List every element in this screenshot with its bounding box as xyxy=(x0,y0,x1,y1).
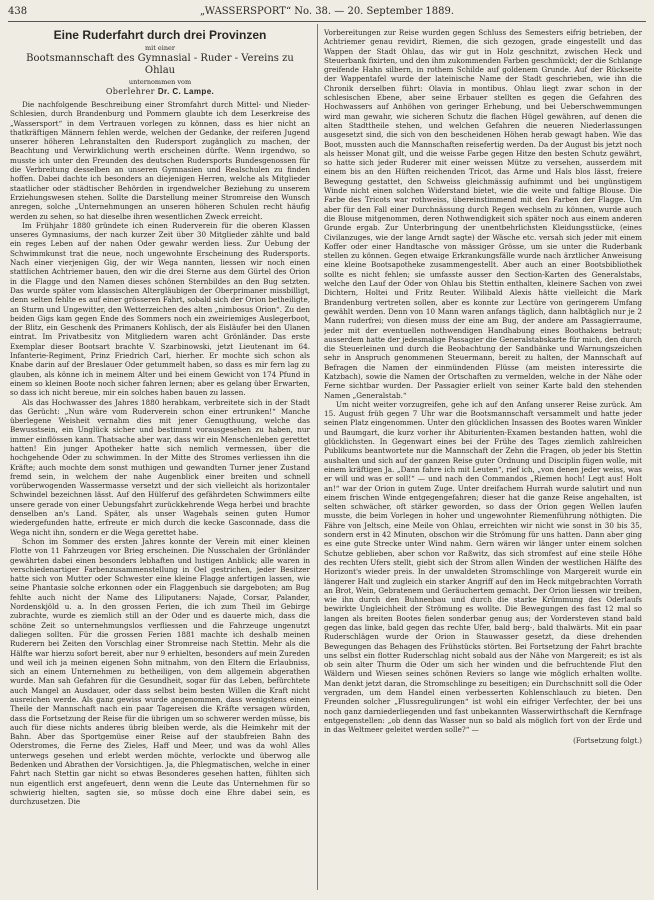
article-title: Eine Ruderfahrt durch drei Provinzen xyxy=(53,28,267,42)
column-right xyxy=(324,28,642,890)
author-name: Dr. C. Lampe. xyxy=(157,87,215,96)
mit-einer-line: mit einer xyxy=(145,44,175,52)
page-number: 438 xyxy=(8,6,28,17)
continuation-note: (Fortsetzung folgt.) xyxy=(573,736,642,745)
paragraph: Die nachfolgende Beschreibung einer Stromfahrt durch Mittel- und Nieder-Schlesien, durch Brandenburg und Pommern glaubte ich dem Leserkreise des „Wassersport“ in dem Vertrauen vorlegen zu können, dass es hier nicht an thatkräftigen Männern fehlen werde, welchen der Gedanke, der reiferen Jugend unserer höheren Lehranstalten den Rudersport zugänglich zu machen, der Beachtung und Verwirklichung werth erscheinen dürfte. Wenn irgendwo, so musste ich unter den Freunden des deutschen Rudersports Bundesgenossen für die Verbreitung desselben an unseren Gymnasien und Realschulen zu finden hoffen. Dabei dachte ich besonders an diejenigen Herren, welche als Mitglieder staatlicher oder städtischer Behörden in irgendwelcher Beziehung zu unserem Erziehungswesen stehen. Sollte die Darstellung meiner Stromreise den Wunsch anregen, solche „Unternehmungen an unseren höheren Schulen recht häufig werden zu sehen, so hat dieselbe ihren wesentlichen Zweck erreicht. xyxy=(10,100,310,221)
author-prefix: Oberlehrer xyxy=(105,87,155,96)
page-header xyxy=(8,6,646,20)
unternommen-line: unternommen vom xyxy=(128,78,192,86)
paragraph: Im Frühjahr 1880 gründete ich einen Ruderverein für die oberen Klassen unseres Gymnasiums, der nach kurzer Zeit über 30 Mitglieder zählte und bald ein reges Leben auf der nahen Oder gewahr werden liess. Zur Uebung der Schwimmkunst trat die neue, noch ungewohnte Erscheinung des Rudersports. Nach einer vierjenigen Gig, der wir Wega nannten, liessen wir noch einen stattlichen Achtriemer bauen, den wir die drei Sterne aus dem Gürtel des Orion in die Flagge und den Namen dieses schönen Sternbildes an den Bug setzten. Das wurde später vom klassischen Altergläubigen der Oberprimaner missbilligt, denn selten fehlte es auf einer grösseren Fahrt, sobald sich der Orion betheiligte, an Sturm und Ungewitter, den Wetterzeichen des alten „nimbosus Orion“. Zu den beiden Gigs kam gegen Ende des Sommers noch ein zweiriemiges Auslegerboot, der Blitz, ein Geschenk des Primaners Kohlisch, der als Eisläufer bei den Ulanen eintrat. Im Privatbesitz von Mitgliedern waren acht Grönländer. Das erste Exemplar dieser Bootsart brachte V. Szarbinowski, jetzt Lieutenant im 64. Infanterie-Regiment, Prinz Friedrich Carl, hierher. Er mochte sich schon als Knabe darin auf der Breslauer Oder getummelt haben, so dass es mir fern lag zu glauben, als könne ich in meinem Alter und bei einem Gewicht von 174 Pfund in einem so kleinen Boote noch sicher fahren lernen; aber es gelang über Erwarten, so dass ich nicht bereue, mir ein solches haben bauen zu lassen. xyxy=(10,220,310,398)
article-subtitle: Bootsmannschaft des Gymnasial - Ruder - Vereins zu Ohlau xyxy=(26,53,294,76)
running-title: „WASSERSPORT“ No. 38. — 20. September 1889. xyxy=(199,6,455,17)
column-divider xyxy=(317,24,318,890)
column-left xyxy=(10,28,310,890)
header-rule xyxy=(8,21,646,22)
paragraph: Als das Hochwasser des Jahres 1880 herabkam, verbreitete sich in der Stadt das Gerücht: „Nun wäre vom Ruderverein schon einer ertrunken!“ Manche überlegene Weisheit vernahm dies mit jener Genugthuung, welche das Bewusstsein, ein Unglück sicher und bestimmt vorausgesehen zu haben, nur immer einflössen kann. Thatsache aber war, dass wir ein Menschenleben gerettet hatten! Ein junger Apotheker hatte sich nemlich vermessen, über die hochgehende Oder zu schwimmen. In der Mitte des Stromes verliessen ihn die Kräfte; auch mochte dem sonst muthigen und gewandten Turner jener Zustand fremd sein, in welchem der nahe Augenblick einer breiten und schnell vorüberwogenden Wassermasse versetzt und der sich vielleicht als horizontaler Schwindel bezeichnen lässt. Auf den Hülferuf des gefährdeten Schwimmers eilte unsere gerade von einer Uebungsfahrt zurückkehrende Wega herbei und brachte denselben an's Land. Später, als unser Wagehals seinen guten Humor wiedergefunden hatte, erfreute er mich durch die kecke Gasconnade, dass die Wega nicht ihn, sondern er die Wega gerettet habe. xyxy=(10,397,310,537)
author-line xyxy=(10,86,310,97)
paragraph: Vorbereitungen zur Reise wurden gegen Schluss des Semesters eifrig betrieben, der Achtriemer genau revidirt, Riemen, die sich gezogen, grade eingestellt und das Wappen der Stadt Ohlau, das wir gut in Holz geschnitzt, zwischen Heck und Steuerbank fixirten, und den ihm zukommenden Farben geschmückt; der die Schlange greifende Hahn silbern, in rothem Schilde auf goldenem Grunde. Auf der Rückseite der Wappentafel wurde der lateinische Name der Stadt geschrieben, wie ihn die Chronik derselben führt: Olavia in montibus. Ohlau liegt zwar schon in der schlesischen Ebene, aber seine Erbauer stellten es gegen die Gefahren des Hochwassers auf Anhöhen von geringer Erhebung, und bei Ueberschwemmungen wird man gewahr, wie sicheren Schutz die flachen Hügel gewähren, auf denen die alten Stadttheile stehen, und welchen Gefahren die neueren Niederlassungen ausgesetzt sind, die sich von den bescheidenen Höhen herab gewagt haben. Wie das Boot, mussten auch die Mannschaften reisefertig werden. Da der August bis jetzt noch als heisser Monat gilt, und die weisse Farbe gegen Hitze den besten Schutz gewährt, so hatte sich jeder Ruderer mit einer weissen Mütze zu versehen, ausserdem mit einem bis an den Hüften reichenden Tricot, das Arme und Hals blos lässt, freiere Bewegung gestattet, den Schweiss gleichmässig aufnimmt und bei ungünstigem Winde nicht einen solchen Widerstand bietet, wie die weite und faltige Blouse. Die Farbe des Tricots war rothweiss, übereinstimmend mit den Farben der Flagge. Um aber für den Fall einer Durchnässung durch Regen wechseln zu können, wurde auch die Blouse mitgenommen, deren Nothwendigkeit sich später noch aus einem anderen Grunde ergab. Zur Unterbringung der unentbehrlichsten Kleidungsstücke, (eines Civilanzuges, wie der lange Arndt sagte) der Wäsche etc. versah sich jeder mit einem Koffer oder einer Handtasche von mässiger Grösse, um sie unter die Ruderbank stellen zu können. Gegen etwaige Erkrankungsfälle wurde nach ärztlicher Anweisung eine kleine Bootsapotheke zusammengestellt. Aber auch an einer Bootsbibliothek sollte es nicht fehlen; sie umfasste ausser den Section-Karten des Generalstabs, welche den Lauf der Oder von Ohlau bis Stettin enthalten, kleinere Sachen von zwei Dichtern, Holtei und Fritz Reuter. Wilibald Alexis hätte vielleicht die Mark Brandenburg vertreten sollen, aber es konnte zur Lectüre von geringerem Umfang gewählt werden. Denn von 10 Mann waren anfangs täglich, dann halbtäglich nur je 2 Mann ruderfrei; von diesen muss der eine am Bug, der andere am Passagierraume, jeder mit der eventuellen nothwendigen Handhabung eines Boothakens betraut; ausserdem hatte der jedesmalige Passagier die Generalstabskarte für mich, den durch die Steuerleinen und durch die Beobachtung der Sandbänke und Warnungszeichen sehr in Anspruch genommenen Steuermann, bereit zu halten, der Mannschaft auf Befragen die Namen der einmündenden Flüsse (am meisten interessirte die Katzbach), sowie die Namen der Ortschaften zu vermelden, welche in der Nähe oder Ferne sichtbar wurden. Der Passagier erlielt von seiner Karte bald den stehenden Namen „Generalstab.“ xyxy=(324,28,642,400)
paragraph: Schon im Sommer des ersten Jahres konnte der Verein mit einer kleinen Flotte von 11 Fahrzeugen vor Brieg erscheinen. Die Nusschalen der Grönländer gewährten dabei einen besonders lebhaften und lustigen Anblick; alle waren in verschiedenartiger Farbenzusammenstellung in Oel gestrichen, jeder Besitzer hatte sich von Mutter oder Schwester eine kleine Flagge anfertigen lassen, wie seine Phantasie solche erkonnen oder ein Flaggenbuch sie dargeboten; am Bug fehlte auch nicht der Name des Liliputaners: Najade, Corsar, Palander, Nordenskjöld u. a. In den grossen Ferien, die ich zum Theil im Gebirge zubrachte, wurde es ziemlich still an der Oder und es dauerte mich, dass die schöne Zeit so unternehmungslos verfliessen und die Fahrzeuge ungenutzt daliegen sollten. Für die grossen Ferien 1881 machte ich deshalb meinen Ruderern bei Zeiten den Vorschlag einer Stromreise nach Stettin. Mehr als die Hälfte war hierzu sofort bereit, aber nur 9 erhielten, besonders auf mein Zureden und weil ich ja meinen eigenen Sohn mitnahm, von den Eltern die Erlaubniss, sich an einem Unternehmen zu betheiligen, von dem allgemein abgerathen wurde. Man sah Gefahren für die Gesundheit, sogar für das Leben, befürchtete auch Mangel an Ausdauer, oder dass selbst beim besten Willen die Kraft nicht ausreichen werde. Als ganz gewiss wurde angenommen, dass wenigstens einen Theile der Mannschaft nach ein paar Tagereisen die Kräfte versagen würden, dass die Fortsetzung der Reise für die übrigen um so schwerer werden müsse, bis auch für diese nichts anderes übrig bleiben werde, als die Heimkehr mit der Bahn. Aber das Sportgemüse einer Reise auf der staubfreien Bahn des Oderstromes, die Ferne des Zieles, Haff und Meer, und was da wohl Alles unterwegs gesehen und erlebt werden möchte, verlockte und überwog alle Bedenken und Abrathen der Vorsichtigen. Ja, die Phlegmatischen, welche in einer Fahrt nach Stettin gar nicht so etwas Besonderes gesehen hatten, fühlten sich nun eigentlich erst angefeuert, denn wenn die Leute das Unternehmen für so schwierig hielten, sagten sie, so müsse doch eine Ehre dabei sein, es durchzusetzen. Die xyxy=(10,536,310,807)
paragraph: Um nicht weiter vorzugreifen, gehe ich auf den Anfang unserer Reise zurück. Am 15. August früh gegen 7 Uhr war die Bootsmannschaft versammelt und hatte jeder seinen Platz eingenommen. Unter den glücklichen Insassen des Bootes waren Winkler und Baumgart, die kurz vorher ihr Abiturienten-Examen bestanden hatten, wohl die glücklichsten. In Gegenwart eines bei der Frühe des Tages ziemlich zahlreichen Publikums beantwortete nur die Mannschaft der Zehn die Fragen, ob jeder bis Stettin aushalten und sich auf der ganzen Reise guter Ordnung und Disciplin fügen wolle, mit einem kräftigen Ja. „Dann fahre ich mit Leuten“, rief ich, „von denen jeder weiss, was er will und was er soll!“ — und nach den Commandos „Riemen hoch! Legt aus! Holt an!“ war der Orion in gutem Zuge. Unter dreifachem Hurrah wurde salutirt und nun einem frischen Winde entgegengefahren; dieser hat die ganze Reise angehalten, ist selten schwächer, oft stärker geworden, so dass der Orion gegen Wellen laufen musste, die beim Vorlegen in hoher und ungewohnter Riemenführung nöthigten. Die Fähre von Jeltsch, eine Meile von Ohlau, erreichten wir nicht wie sonst in 30 bis 35, sondern erst in 42 Minuten, obschon wir die Strömung für uns hatten. Dann aber ging es eine gute Strecke unter Wind nahm. Gern wären wir länger unter einem solchen Schutze geblieben, aber schon vor Raßwitz, das sich stromfest auf eine steile Höhe des rechten Ufers stellt, giebt sich der Strom allen Winden der westlichen Hälfte des Horizont's wieder preis. In der unwaldeten Stromschlinge von Margereit wurde ein längerer Halt und zugleich ein starker Angriff auf den im Heck mitgebrachten Vorrath an Brot, Wein, Gebratenem und Geräuchertem gemacht. Der Orion liessen wir treiben, wie ihn durch den Buhnenbau und durch die starke Krümmung des Oderlaufs bewirkte Ungleichheit der Strömung es wollte. Die Bewegungen des fast 12 mal so langen als breiten Bootes fielen sonderbar genug aus; der Vordersteven stand bald gegen das linke, bald gegen das rechte Ufer, bald berg-, bald thalwärts. Mit ein paar Ruderschlägen wurde der Orion in Stauwasser gesetzt, da diese drehenden Bewegungen das Behagen des Frühstücks störten. Bei Fortsetzung der Fahrt brachte uns selbst ein flotter Ruderschlag nicht sobald aus der Nähe von Margereit; es ist als ob sein alter Thurm die Oder um sich her winden und die befruchtende Flut den Wäldern und Wiesen seines schönen Reviers so lange wie möglich erhalten wollte. Man denkt jetzt daran, die Stromschlinge zu beseitigen; ein Durchschnitt soll die Oder vergraden, um dem Handel einen verbesserten Kohlenschlauch zu bieten. Den Freunden solcher „Flussregulirungen“ ist wohl ein eifriger Verfechter, der bei uns noch ganz darniederliegenden und fast unbekannten Wasserwirthschaft die Kernfrage entgegenstellen: „ob denn das Wasser nun so bald als möglich fort von der Erde und in das Weltmeer geleitet werden solle?“ — xyxy=(324,399,642,735)
